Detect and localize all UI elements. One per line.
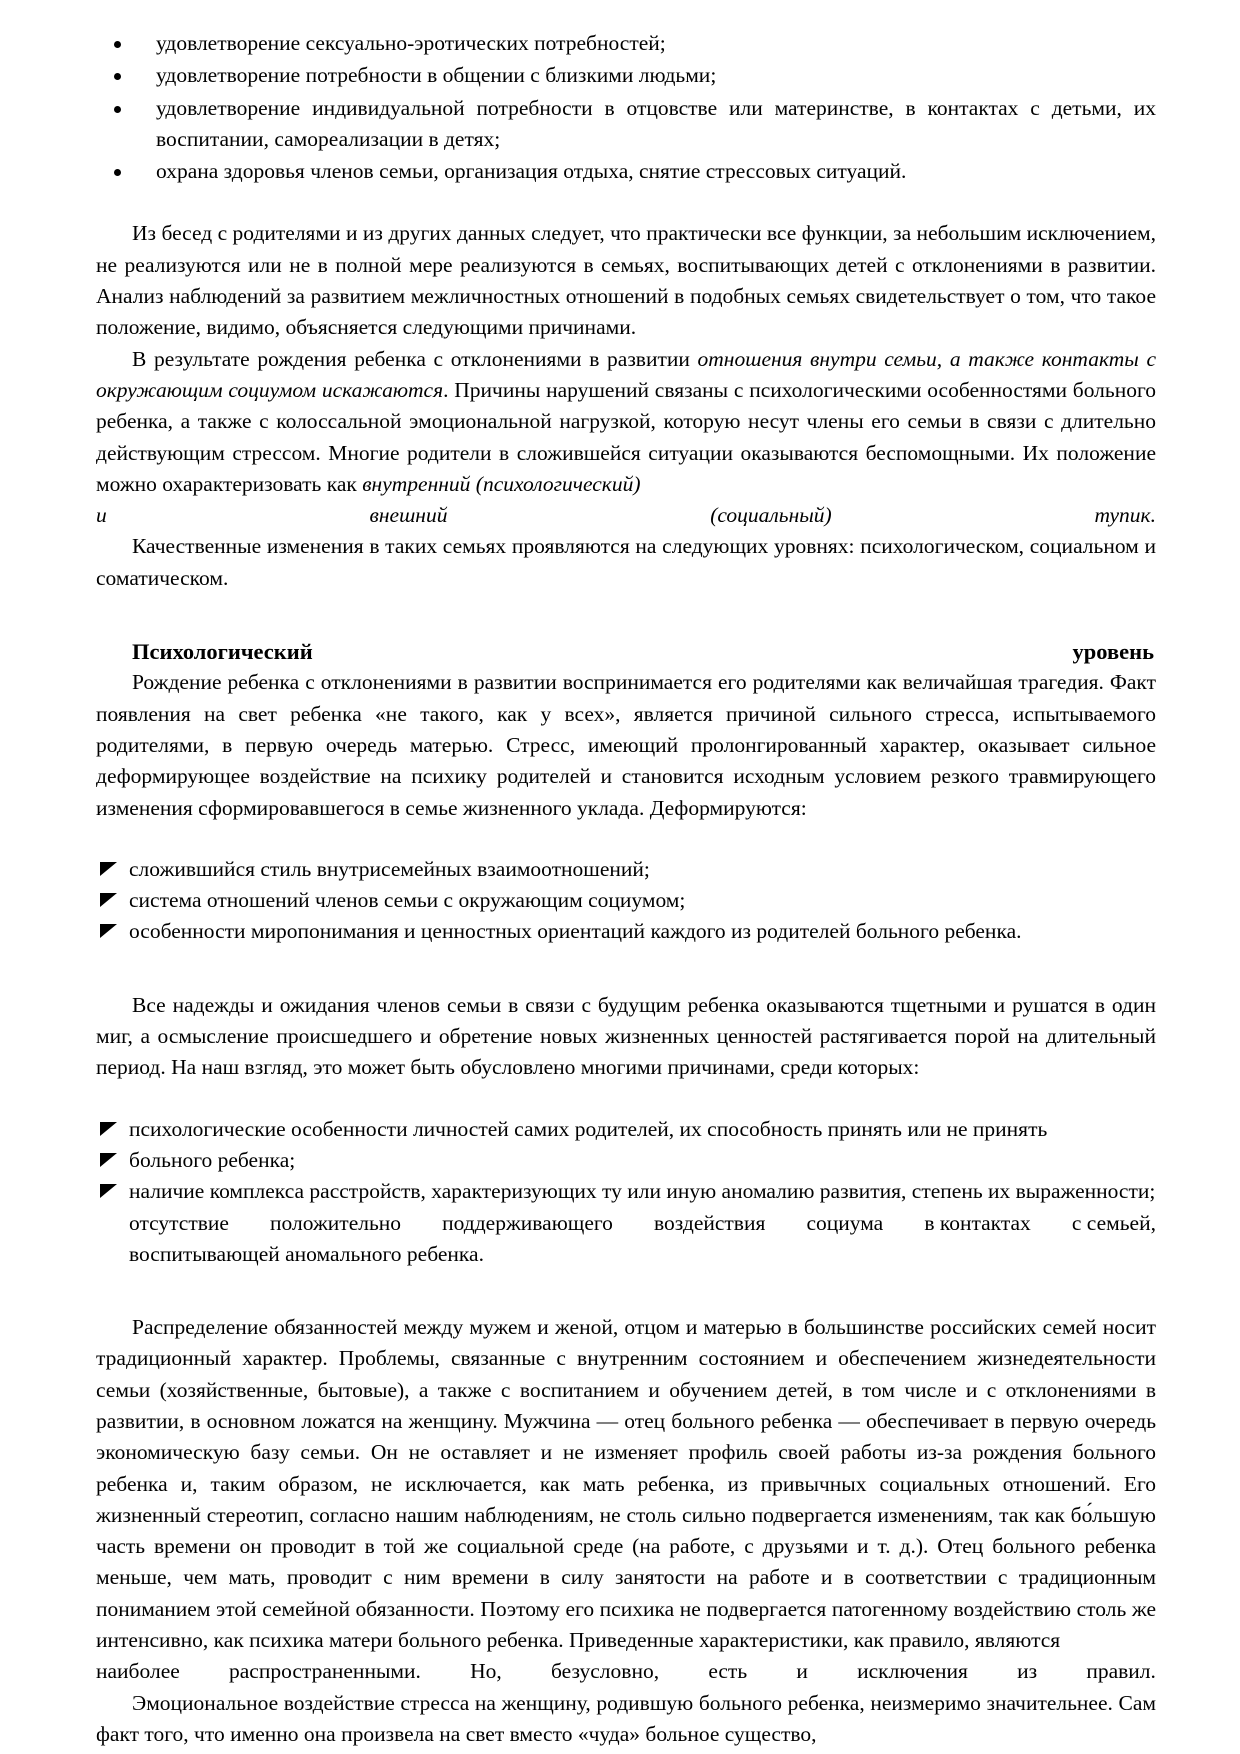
spread-word-certainly: безусловно, [551, 1659, 660, 1684]
disc-bullet-icon [114, 169, 121, 176]
list-item-text: охрана здоровья членов семьи, организация отдыха, снятие стрессовых ситуаций. [156, 159, 907, 184]
spread-word-i: и [96, 503, 107, 528]
list-item-text: особенности миропонимания и ценностных ориентаций каждого из родителей больного ребенка. [129, 919, 1022, 944]
paragraph-family-relations [96, 344, 1156, 500]
spread-word-social: (социальный) [710, 503, 832, 528]
triangle-bullet-icon [100, 1153, 117, 1167]
list-item [96, 916, 1156, 947]
list-item [96, 885, 1156, 916]
disc-bullet-icon [114, 73, 121, 80]
spacer [96, 948, 1156, 990]
p2-italic-emphasis-2: внутренний (психологический) [362, 471, 641, 496]
spread-word-supportive: поддерживающего [442, 1210, 613, 1235]
disc-bullet-icon [114, 41, 121, 48]
spread-word-influence: воздействия [654, 1210, 766, 1235]
list-item-text: удовлетворение индивидуальной потребности в отцовстве или материнстве, в контактах с детьми, их воспитании, самореализации в детях; [156, 95, 1156, 151]
p2-italic-emphasis-1: отношения внутри семьи, а также контакты с окружающим социумом искажаются [96, 346, 1156, 402]
list-item-text: психологические особенности личностей самих родителей, их способность принять или не принять [129, 1116, 1048, 1141]
spread-word-most: наиболее [96, 1659, 180, 1684]
paragraph-psych-intro: Рождение ребенка с отклонениями в развитии воспринимается его родителями как величайшая трагедия. Факт появления на свет ребенка «не такого, как у всех», является причиной сильного стресса, испытываемого родителями, в первую очередь матерью. Стресс, имеющий пролонгированный характер, оказывает сильное деформирующее воздействие на психику родителей и становится исходным условием резкого травмирующего изменения сформировавшегося в семье жизненного уклада. Деформируются: [96, 670, 1156, 820]
spread-word-exceptions: исключения [857, 1659, 968, 1684]
paragraph-qualitative-changes: Качественные изменения в таких семьях проявляются на следующих уровнях: психологическом, социальном и соматическом. [96, 534, 1156, 590]
spread-word-but: Но, [470, 1659, 502, 1684]
triangle-bullet-icon [100, 1122, 117, 1136]
disc-bullet-icon [114, 106, 121, 113]
spacer [96, 188, 1156, 218]
heading-left-word: Психологический [132, 639, 313, 665]
list-item [96, 1176, 1156, 1207]
spacer [96, 1270, 1156, 1312]
list-item [96, 1145, 1156, 1176]
triangle-bullet-icon [100, 893, 117, 907]
causes-spread-line [129, 1208, 1156, 1239]
paragraph-functions-analysis: Из бесед с родителями и из других данных следует, что практически все функции, за небольшим исключением, не реализуются или не в полной мере реализуются в семьях, воспитывающих детей с отклонениями в развитии. Анализ наблюдений за развитием межличностных отношений в подобных семьях свидетельствует о том, что такое положение, видимо, объясняется следующими причинами. [96, 221, 1156, 340]
paragraph-emotional-impact: Эмоциональное воздействие стресса на женщину, родившую больного ребенка, неизмеримо значительнее. Сам факт того, что именно она произвела на свет вместо «чуда» больное существо, [96, 1690, 1156, 1746]
spacer [96, 594, 1156, 636]
list-item [96, 1114, 1156, 1145]
paragraph-deadend-spread-line [96, 500, 1156, 531]
list-item-text: удовлетворение сексуально-эротических потребностей; [156, 31, 666, 55]
list-item [96, 28, 1156, 59]
list-item [96, 156, 1156, 187]
heading-right-word: уровень [1072, 639, 1154, 665]
p2-text-mid: . Причины нарушений связаны с психологическими особенностями больного ребенка, а также с колоссальной эмоциональной нагрузкой, которую несут члены его семьи в связи с длительно действующим стрессом. Многие родители в сложившейся ситуации оказываются беспомощными. Их положение можно охарактеризовать как [96, 377, 1156, 496]
paragraph-hopes-expectations: Все надежды и ожидания членов семьи в связи с будущим ребенка оказываются тщетными и рушатся в один миг, а осмысление происшедшего и обретение новых жизненных ценностей растягивается порой на длительный период. На наш взгляд, это может быть обусловлено многими причинами, среди которых: [96, 992, 1156, 1080]
triangle-bullet-icon [100, 862, 117, 876]
spread-word-widespread: распространенными. [229, 1659, 421, 1684]
spread-word-deadend: тупик. [1094, 503, 1156, 528]
spread-word-rules: правил. [1086, 1659, 1156, 1684]
list-item-text: наличие комплекса расстройств, характеризующих ту или иную аномалию развития, степень их выраженности; [129, 1179, 1156, 1204]
list-item [96, 854, 1156, 885]
spread-word-society: социума [806, 1210, 884, 1235]
causes-continuation-text: воспитывающей аномального ребенка. [129, 1241, 484, 1266]
list-item-text: больного ребенка; [129, 1147, 296, 1172]
spread-word-external: внешний [369, 503, 448, 528]
deformation-list [96, 854, 1156, 948]
spread-word-from: из [1017, 1659, 1038, 1684]
paragraph-family-roles: Распределение обязанностей между мужем и женой, отцом и матерью в большинстве российских семей носит традиционный характер. Проблемы, связанные с внутренним состоянием и обеспечением жизнедеятельности семьи (хозяйственные, бытовые), а также с воспитанием и обучением детей, в том числе и с отклонениями в развитии, в основном ложатся на женщину. Мужчина — отец больного ребенка — обеспечивает в первую очередь экономическую базу семьи. Он не оставляет и не изменяет профиль своей работы из-за рождения больного ребенка и, таким образом, не исключается, как мать ребенка, из привычных социальных отношений. Его жизненный стереотип, согласно нашим наблюдениям, не столь сильно подвергается изменениям, так как бо́льшую часть времени он проводит в той же социальной среде (на работе, с друзьями и т. д.). Отец больного ребенка меньше, чем мать, проводит с ним времени в силу занятости на работе и в соответствии с традиционным пониманием этой семейной обязанности. Поэтому его психика не подвергается патогенному воздействию столь же интенсивно, как психика матери больного ребенка. Приведенные характеристики, как правило, являются [96, 1315, 1156, 1653]
list-item [96, 60, 1156, 91]
spread-word-absence: отсутствие [129, 1210, 229, 1235]
spread-word-and: и [796, 1659, 808, 1684]
list-item-unbulleted [96, 1208, 1156, 1271]
top-bullet-list [96, 28, 1156, 187]
triangle-bullet-icon [100, 1184, 117, 1198]
spread-word-positively: положительно [270, 1210, 402, 1235]
spacer [96, 824, 1156, 854]
causes-list [96, 1114, 1156, 1270]
section-heading-psychological-level [96, 636, 1156, 667]
spacer [96, 1084, 1156, 1114]
paragraph-roles-spread-line [96, 1656, 1156, 1687]
list-item-text: удовлетворение потребности в общении с близкими людьми; [156, 63, 717, 88]
spread-word-family: с семьей, [1071, 1210, 1156, 1235]
spread-word-contacts: в контактах [924, 1210, 1031, 1235]
list-item-text: сложившийся стиль внутрисемейных взаимоотношений; [129, 856, 650, 881]
p2-text-lead: В результате рождения ребенка с отклонениями в развитии [132, 346, 698, 371]
triangle-bullet-icon [100, 924, 117, 938]
spread-word-there-are: есть [708, 1659, 748, 1684]
list-item-text: система отношений членов семьи с окружающим социумом; [129, 888, 686, 913]
list-item [96, 93, 1156, 156]
